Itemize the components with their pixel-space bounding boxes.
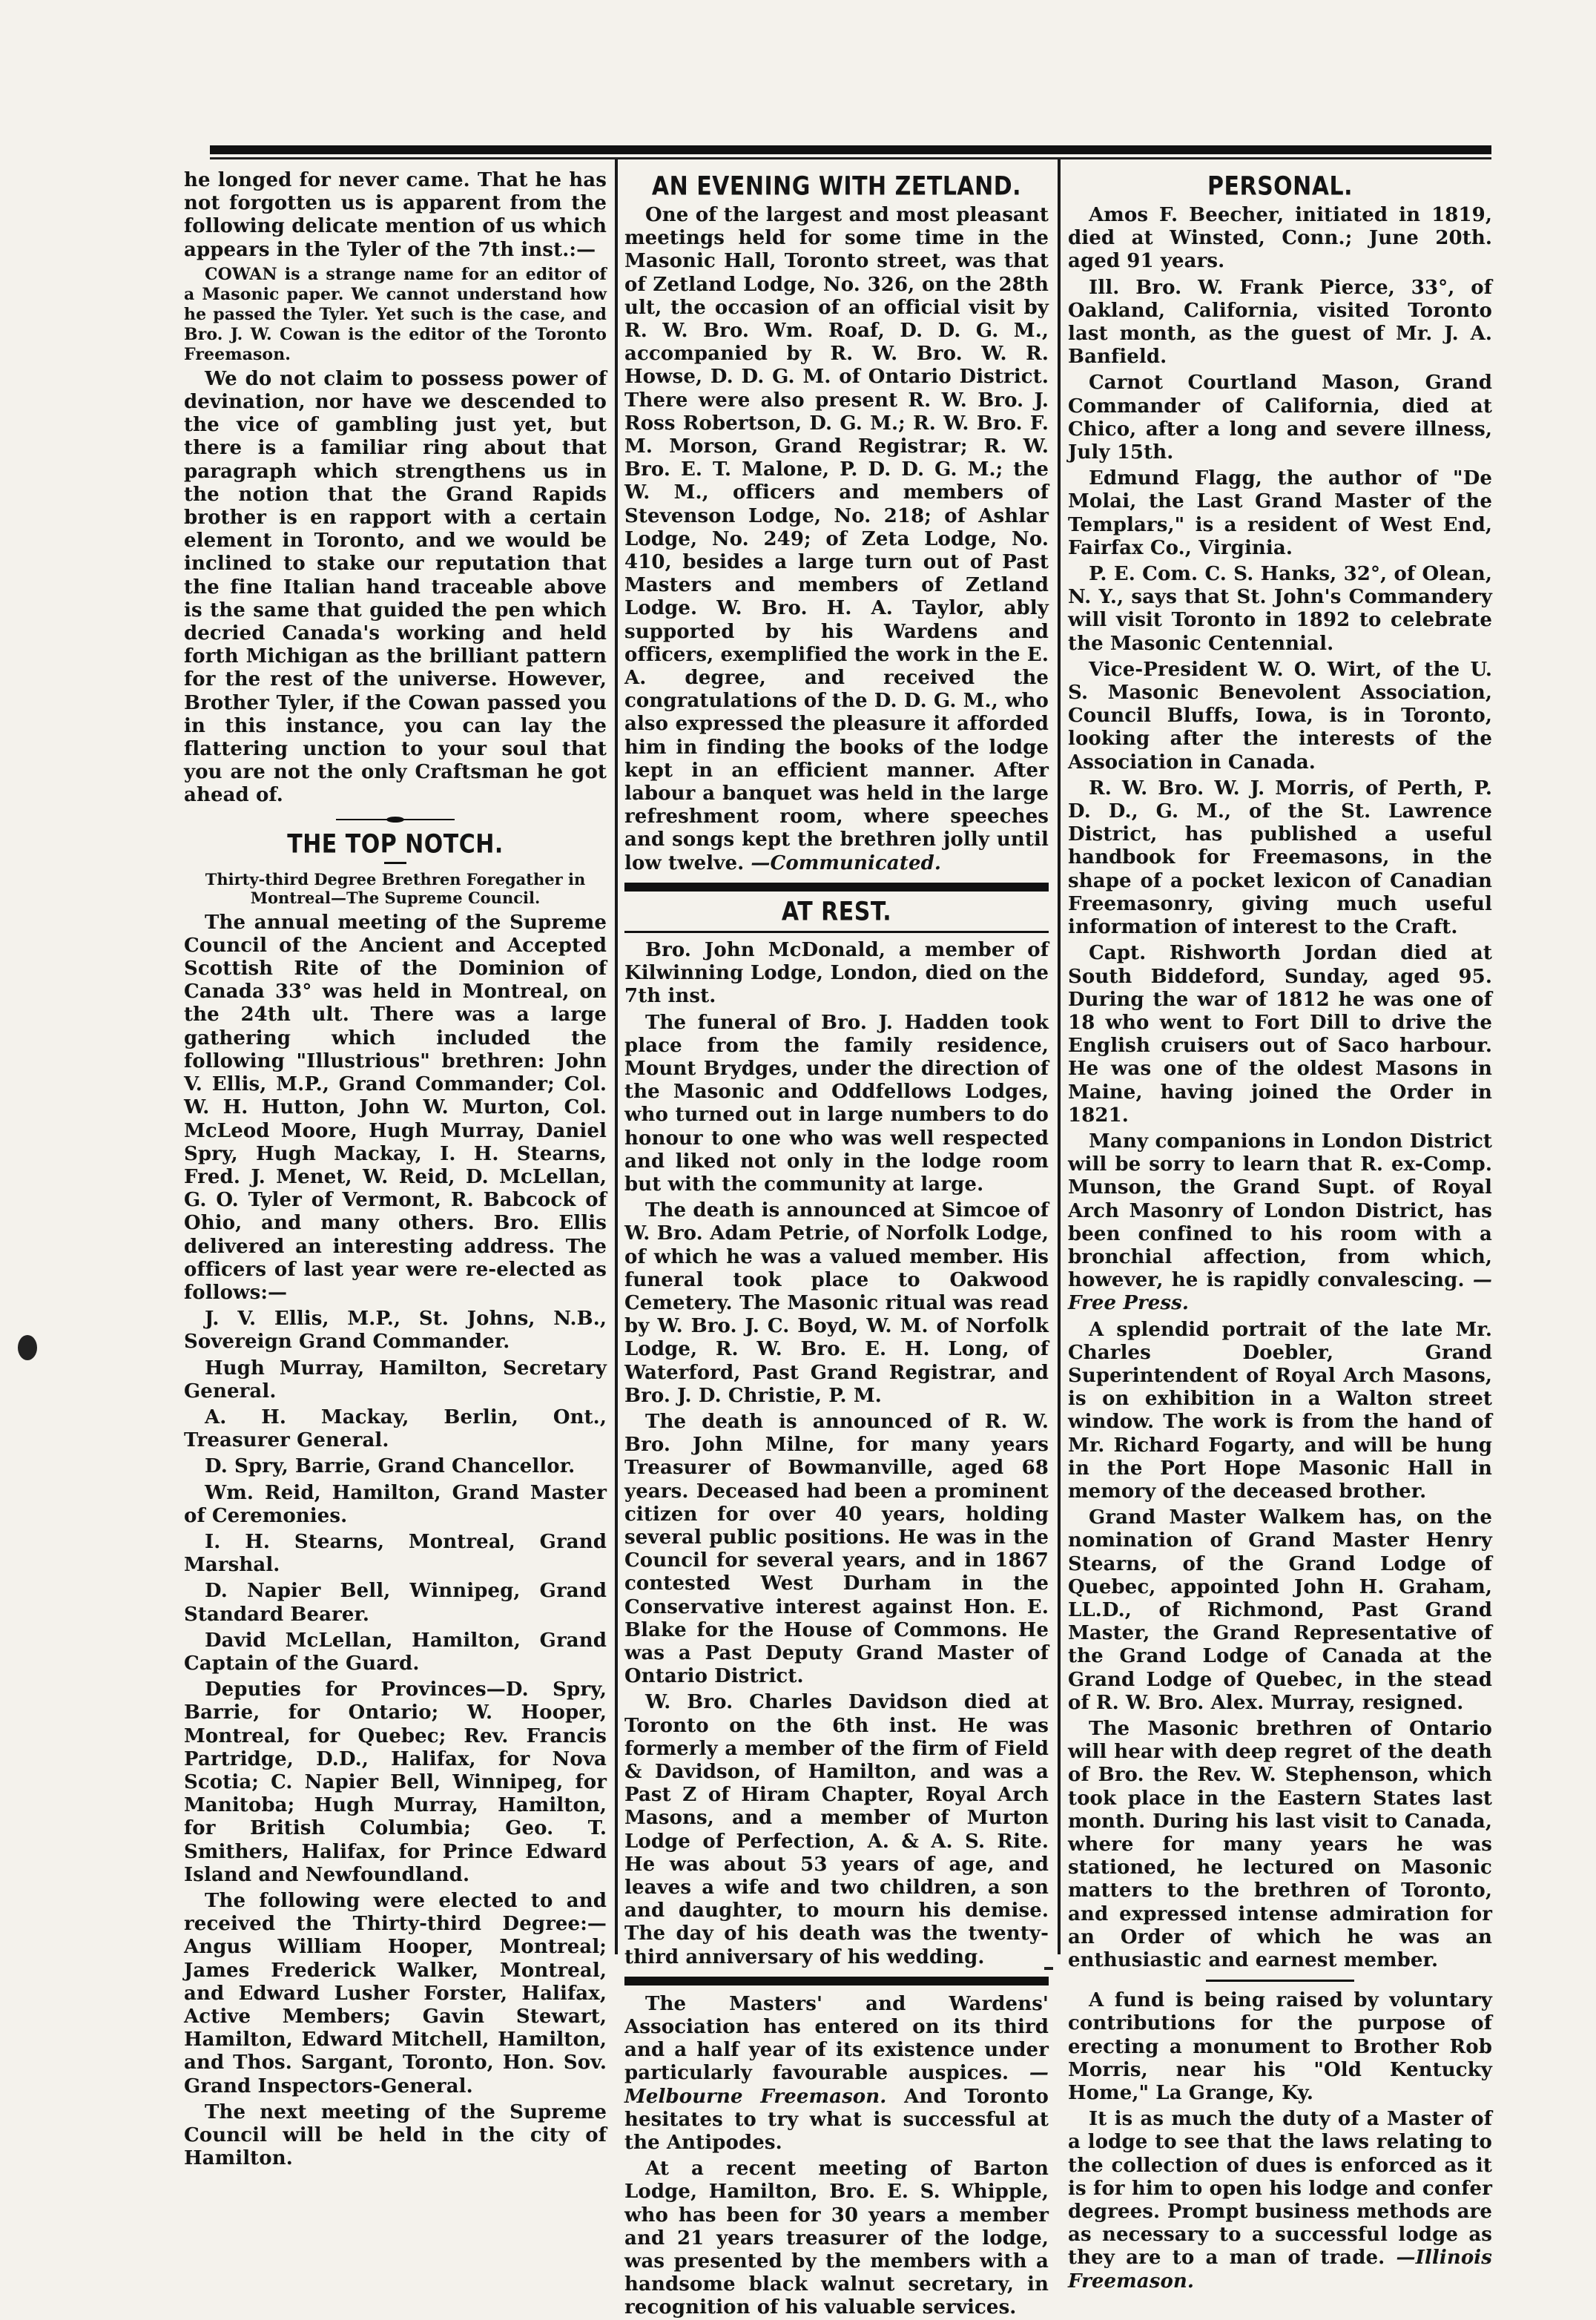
col1-para: Deputies for Provinces—D. Spry, Barrie, for Ontario; W. Hooper, Montreal, for Quebec; Rev. Francis Partridge, D.D., Halifax, for Nova Scotia; C. Napier Bell, Winnipeg, for Manitoba; Hugh Murray, Hamilton, for British Columbia; Geo. T. Smithers, Halifax, for Prince Edward Island and Newfoundland. [184, 1678, 607, 1886]
col2-para: W. Bro. Charles Davidson died at Toronto on the 6th inst. He was formerly a member of the firm of Field & Davidson, of Hamilton, and was a Past Z of Hiram Chapter, Royal Arch Masons, and a member of Murton Lodge of Perfection, A. & A. S. Rite. He was about 53 years of age, and leaves a wife and two children, a son and daughter, to mourn his demise. The day of his death was the twenty-third anniversary of his wedding. [624, 1691, 1049, 1968]
ornament-divider [336, 817, 455, 823]
column-3 [1068, 169, 1493, 2293]
last-text: It is as much the duty of a Master of a lodge to see that the laws relating to the collection of dues is enforced as it is for him to open his lodge and confer degrees. Prompt business methods are as necessary to a successful lodge as they are to a man of trade. [1068, 2108, 1492, 2270]
col1-para: David McLellan, Hamilton, Grand Captain of the Guard. [184, 1629, 607, 1675]
column-rule-1 [615, 159, 618, 1954]
col3-para: Vice-President W. O. Wirt, of the U. S. Masonic Benevolent Association, Council Bluffs, Iowa, is in Toronto, looking after the interests of the Association in Canada. [1068, 658, 1492, 774]
top-rule-thin [210, 157, 1491, 159]
col1-para: D. Napier Bell, Winnipeg, Grand Standard Bearer. [184, 1580, 607, 1626]
col3-para: Ill. Bro. W. Frank Pierce, 33°, of Oakland, California, visited Toronto last month, as the guest of Mr. J. A. Banfield. [1068, 276, 1492, 369]
col3-para: Carnot Courtland Mason, Grand Commander of California, died at Chico, after a long and severe illness, July 15th. [1068, 372, 1492, 464]
signature: —Free Press. [1068, 1269, 1493, 1315]
zetland-heading: AN EVENING WITH ZETLAND. [651, 171, 1022, 202]
col1-para: We do not claim to possess power of devination, nor have we descended to the vice of gambling just yet, but there is a familiar ring about that paragraph which strengthens us in the notion that the Grand Rapids brother is en rapport with a certain element in Toronto, and we would be inclined to stake our reputation that the fine Italian hand traceable above is the same that guided the pen which decried Canada's working and held forth Michigan as the brilliant pattern for the rest of the universe. However, Brother Tyler, if the Cowan passed you in this instance, you can lay the flattering unction to your soul that you are not the only Craftsman he got ahead of. [184, 367, 607, 807]
col1-quote: COWAN is a strange name for an editor of a Masonic paper. We cannot understand how he passed the Tyler. Yet such is the case, and Bro. J. W. Cowan is the editor of the Toronto Freemason. [184, 264, 607, 364]
col2-para: The death is announced of R. W. Bro. John Milne, for many years Treasurer of Bowmanville, aged 68 years. Deceased had been a prominent citizen for over 40 years, holding several public positions. He was in the Council for several years, and in 1867 contested West Durham in the Conservative interest against Hon. E. Blake for the House of Commons. He was a Past Deputy Grand Master of Ontario District. [624, 1410, 1049, 1688]
col3-para: The Masonic brethren of Ontario will hear with deep regret of the death of Bro. the Rev. W. Stephenson, which took place in the Eastern States last month. During his last visit to Canada, where for many years he was stationed, he lectured on Masonic matters to the brethren of Toronto, and expressed intense admiration for an Order of which he was an enthusiastic and earnest member. [1068, 1718, 1492, 1972]
col3-para: Edmund Flagg, the author of "De Molai, the Last Grand Master of the Templars," is a resident of West End, Fairfax Co., Virginia. [1068, 467, 1492, 559]
personal-heading: PERSONAL. [1207, 171, 1353, 202]
top-rule [210, 145, 1491, 154]
col2-para: Bro. John McDonald, a member of Kilwinning Lodge, London, died on the 7th inst. [624, 938, 1049, 1008]
col1-para: I. H. Stearns, Montreal, Grand Marshal. [184, 1530, 607, 1577]
london-text: Many companions in London District will be sorry to learn that R. ex-Comp. Munson, the Grand Supt. of Royal Arch Masonry of London District, has been confined to his room with a bronchial affection, from which, however, he is rapidly convalescing. [1068, 1130, 1492, 1292]
top-notch-subheading: Thirty-third Degree Brethren Foregather in Montreal—The Supreme Council. [205, 869, 586, 907]
short-rule [1206, 1980, 1354, 1982]
section-rule [624, 883, 1049, 892]
col2-para: The death is announced at Simcoe of W. Bro. Adam Petrie, of Norfolk Lodge, of which he was a valued member. His funeral took place to Oakwood Cemetery. The Masonic ritual was read by W. Bro. J. C. Boyd, W. M. of Norfolk Lodge, R. W. Bro. E. H. Long, of Waterford, Past Grand Registrar, and Bro. J. D. Christie, P. M. [624, 1199, 1049, 1407]
col1-para: The next meeting of the Supreme Council will be held in the city of Hamilton. [184, 2100, 607, 2170]
col2-para: At a recent meeting of Barton Lodge, Hamilton, Bro. E. S. Whipple, who has been for 30 years a member and 21 years treasurer of the lodge, was presented by the members with a handsome black walnut secretary, in recognition of his valuable services. [624, 2158, 1049, 2319]
col3-para: A splendid portrait of the late Mr. Charles Doebler, Grand Superintendent of Royal Arch Masons, is on exhibition in a Walton street window. The work is from the hand of Mr. Richard Fogarty, and will be hung in the Port Hope Masonic Hall in memory of the deceased brother. [1068, 1318, 1492, 1503]
col2-para: The funeral of Bro. J. Hadden took place from the family residence, Mount Brydges, under the direction of the Masonic and Oddfellows Lodges, who turned out in large numbers to do honour to one who was well respected and liked not only in the lodge room but with the community at large. [624, 1011, 1049, 1196]
col3-para: Amos F. Beecher, initiated in 1819, died at Winsted, Conn.; June 20th. aged 91 years. [1068, 204, 1492, 273]
col1-para: A. H. Mackay, Berlin, Ont., Treasurer General. [184, 1405, 607, 1452]
col1-para: The following were elected to and received the Thirty-third Degree:—Angus William Hooper, Montreal; James Frederick Walker, Montreal, and Edward Lusher Forster, Halifax, Active Members; Gavin Stewart, Hamilton, Edward Mitchell, Hamilton, and Thos. Sargant, Toronto, Hon. Sov. Grand Inspectors-General. [184, 1890, 607, 2097]
col1-intro: he longed for never came. That he has not forgotten us is apparent from the following delicate mention of us which appears in the Tyler of the 7th inst.:— [184, 169, 607, 261]
col2-para [624, 204, 1049, 875]
column-2 [624, 169, 1049, 2319]
col1-para: The annual meeting of the Supreme Council of the Ancient and Accepted Scottish Rite of the Dominion of Canada 33° was held in Montreal, on the 24th ult. There was a large gathering which included the following "Illustrious" brethren: John V. Ellis, M.P., Grand Commander; Col. W. H. Hutton, John W. Murton, Col. McLeod Moore, Hugh Murray, Daniel Spry, Hugh Mackay, I. H. Stearns, Fred. J. Menet, W. Reid, D. McLellan, G. O. Tyler of Vermont, R. Babcock of Ohio, and many others. Bro. Ellis delivered an interesting address. The officers of last year were re-elected as follows:— [184, 911, 607, 1304]
signature: —Communicated. [751, 851, 942, 874]
heading-dash [384, 862, 406, 864]
col2-para [624, 1993, 1049, 2155]
binding-mark [18, 1335, 37, 1360]
col1-para: Wm. Reid, Hamilton, Grand Master of Ceremonies. [184, 1481, 607, 1527]
top-notch-heading: THE TOP NOTCH. [287, 829, 504, 860]
column-rule-2 [1058, 159, 1061, 1954]
zetland-text: One of the largest and most pleasant meetings held for some time in the Masonic Hall, Toronto street, was that of Zetland Lodge, No. 326, on the 28th ult, the occasion of an official visit by R. W. Bro. Wm. Roaf, D. D. G. M., accompanied by R. W. Bro. W. R. Howse, D. D. G. M. of Ontario District. There were also present R. W. Bro. J. Ross Robertson, D. G. M.; R. W. Bro. F. M. Morson, Grand Registrar; R. W. Bro. E. T. Malone, P. D. D. G. M.; the W. M., officers and members of Stevenson Lodge, No. 218; of Ashlar Lodge, No. 249; of Zeta Lodge, No. 410, besides a large turn out of Past Masters and members of Zetland Lodge. W. Bro. H. A. Taylor, ably supported by his Wardens and officers, exemplified the work in the E. A. degree, and received the congratulations of the D. D. G. M., who also expressed the pleasure it afforded him in finding the books of the lodge kept in an efficient manner. After labour a banquet was held in the large refreshment room, where speeches and songs kept the brethren jolly until low twelve. [624, 204, 1049, 874]
column-1 [184, 169, 607, 2170]
col3-para: A fund is being raised by voluntary contributions for the purpose of erecting a monument to Brother Rob Morris, near his "Old Kentucky Home," La Grange, Ky. [1068, 1989, 1492, 2105]
col3-para: P. E. Com. C. S. Hanks, 32°, of Olean, N. Y., says that St. John's Commandery will visit Toronto in 1892 to celebrate the Masonic Centennial. [1068, 563, 1492, 655]
col3-para: Capt. Rishworth Jordan died at South Biddeford, Sunday, aged 95. During the war of 1812 he was one of 18 who went to Fort Dill to drive the English cruisers out of Saco harbour. He was one of the oldest Masons in Maine, having joined the Order in 1821. [1068, 942, 1492, 1127]
at-rest-heading: AT REST. [781, 897, 892, 927]
section-rule-thin [624, 931, 1049, 933]
col3-para: R. W. Bro. W. J. Morris, of Perth, P. D. D., G. M., of the St. Lawrence District, has published a useful handbook for Freemasons, in the shape of a pocket lexicon of Canadian Freemasonry, giving much useful information of interest to the Craft. [1068, 777, 1492, 939]
section-rule [624, 1977, 1049, 1985]
assoc-tail: And Toronto hesitates to try what is successful at the Antipodes. [624, 2085, 1049, 2155]
col3-para [1068, 2108, 1492, 2293]
signature: —Illinois Freemason. [1068, 2247, 1492, 2293]
signature: —Melbourne Freemason. [624, 2062, 1049, 2108]
col3-para: Grand Master Walkem has, on the nomination of Grand Master Henry Stearns, of the Grand Lodge of Quebec, appointed John H. Graham, LL.D., of Richmond, Past Grand Master, the Grand Representative of the Grand Lodge of Canada at the Grand Lodge of Quebec, in the stead of R. W. Bro. Alex. Murray, resigned. [1068, 1506, 1492, 1714]
assoc-text: The Masters' and Wardens' Association has entered on its third and a half year of its existence under particularly favourable auspices. [624, 1992, 1049, 2085]
col3-para [1068, 1130, 1492, 1316]
col1-para: J. V. Ellis, M.P., St. Johns, N.B., Sovereign Grand Commander. [184, 1308, 607, 1354]
col1-para: D. Spry, Barrie, Grand Chancellor. [205, 1455, 576, 1478]
col1-para: Hugh Murray, Hamilton, Secretary General. [184, 1357, 607, 1403]
